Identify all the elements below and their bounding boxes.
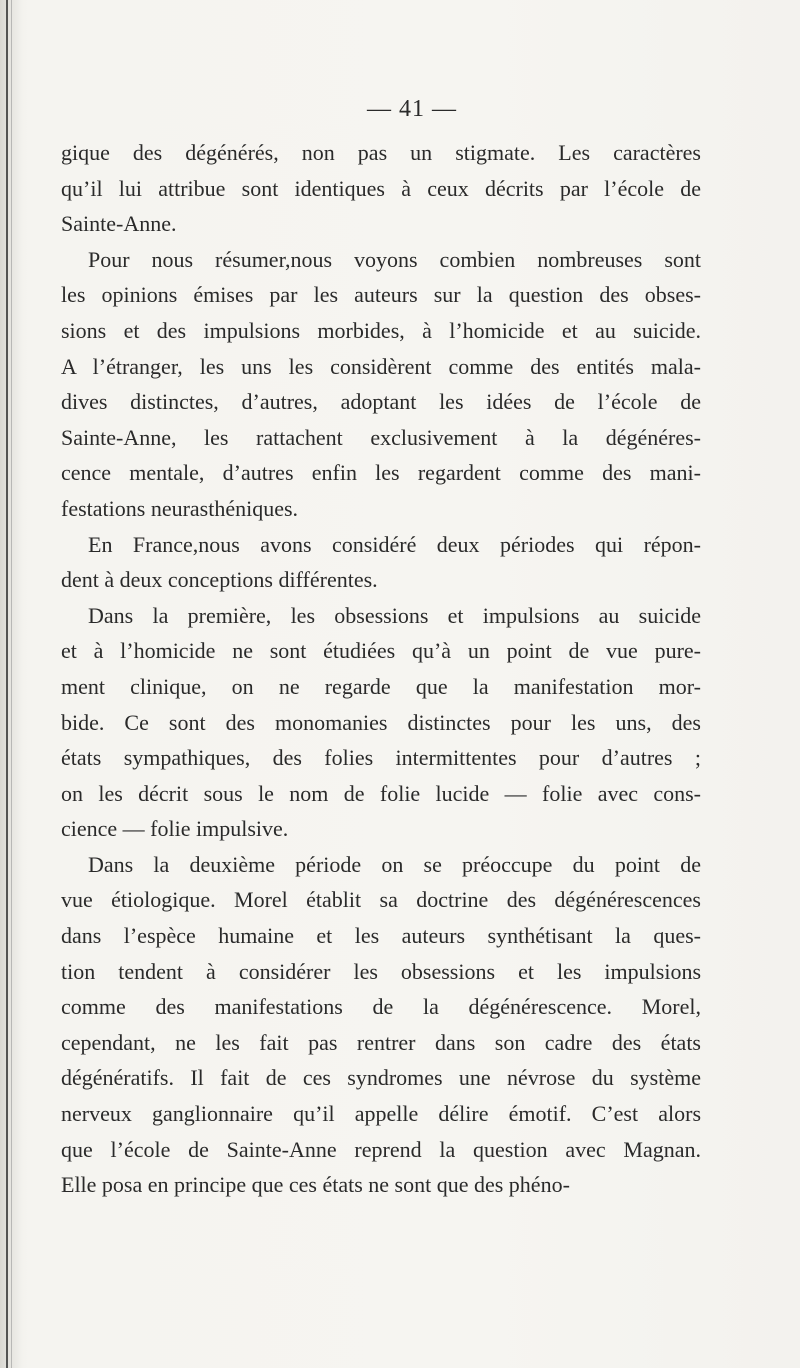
text-line: sions et des impulsions morbides, à l’homicide et au suicide. (61, 317, 701, 343)
page-binding-edge-line-secondary (11, 0, 12, 1368)
text-line: A l’étranger, les uns les considèrent comme des entités mala- (61, 353, 701, 379)
text-line: ment clinique, on ne regarde que la manifestation mor- (61, 673, 701, 699)
text-line: En France,nous avons considéré deux périodes qui répon- (88, 531, 701, 557)
paragraph (61, 242, 701, 527)
paragraph (61, 135, 701, 242)
text-line: vue étiologique. Morel établit sa doctrine des dégénérescences (61, 887, 701, 913)
page-body-text (61, 135, 701, 1203)
text-line: tion tendent à considérer les obsessions et les impulsions (61, 958, 701, 984)
text-line: on les décrit sous le nom de folie lucide — folie avec cons- (61, 780, 701, 806)
text-line: cependant, ne les fait pas rentrer dans son cadre des états (61, 1029, 701, 1055)
text-line: dans l’espèce humaine et les auteurs synthétisant la ques- (61, 923, 701, 949)
text-line: dives distinctes, d’autres, adoptant les idées de l’école de (61, 389, 701, 415)
text-line: que l’école de Sainte-Anne reprend la question avec Magnan. (61, 1136, 701, 1162)
text-line: Dans la première, les obsessions et impulsions au suicide (88, 602, 701, 628)
page-number: — 41 — (367, 96, 457, 122)
text-line: les opinions émises par les auteurs sur la question des obses- (61, 282, 701, 308)
paragraph (61, 527, 701, 598)
text-line: qu’il lui attribue sont identiques à ceux décrits par l’école de (61, 175, 701, 201)
paragraph (61, 847, 701, 1203)
text-line: Dans la deuxième période on se préoccupe du point de (88, 851, 701, 877)
paragraph (61, 598, 701, 847)
text-line: et à l’homicide ne sont étudiées qu’à un point de vue pure- (61, 638, 701, 664)
text-line: comme des manifestations de la dégénérescence. Morel, (61, 994, 701, 1020)
page-binding-edge-line (6, 0, 8, 1368)
text-line: gique des dégénérés, non pas un stigmate. Les caractères (61, 140, 701, 165)
text-line: cience — folie impulsive. (61, 816, 289, 842)
text-line: Elle posa en principe que ces états ne sont que des phéno- (61, 1172, 570, 1198)
text-line: dégénératifs. Il fait de ces syndromes une névrose du système (61, 1065, 701, 1091)
text-line: états sympathiques, des folies intermittentes pour d’autres ; (61, 745, 701, 771)
text-line: festations neurasthéniques. (61, 495, 299, 521)
text-line: Pour nous résumer,nous voyons combien nombreuses sont (88, 246, 701, 272)
text-line: cence mentale, d’autres enfin les regardent comme des mani- (61, 460, 701, 486)
text-line: Sainte-Anne. (61, 211, 177, 237)
text-line: bide. Ce sont des monomanies distinctes pour les uns, des (61, 709, 701, 735)
text-line: dent à deux conceptions différentes. (61, 567, 378, 593)
text-line: Sainte-Anne, les rattachent exclusivement à la dégénéres- (61, 424, 701, 450)
text-line: nerveux ganglionnaire qu’il appelle délire émotif. C’est alors (61, 1101, 701, 1127)
